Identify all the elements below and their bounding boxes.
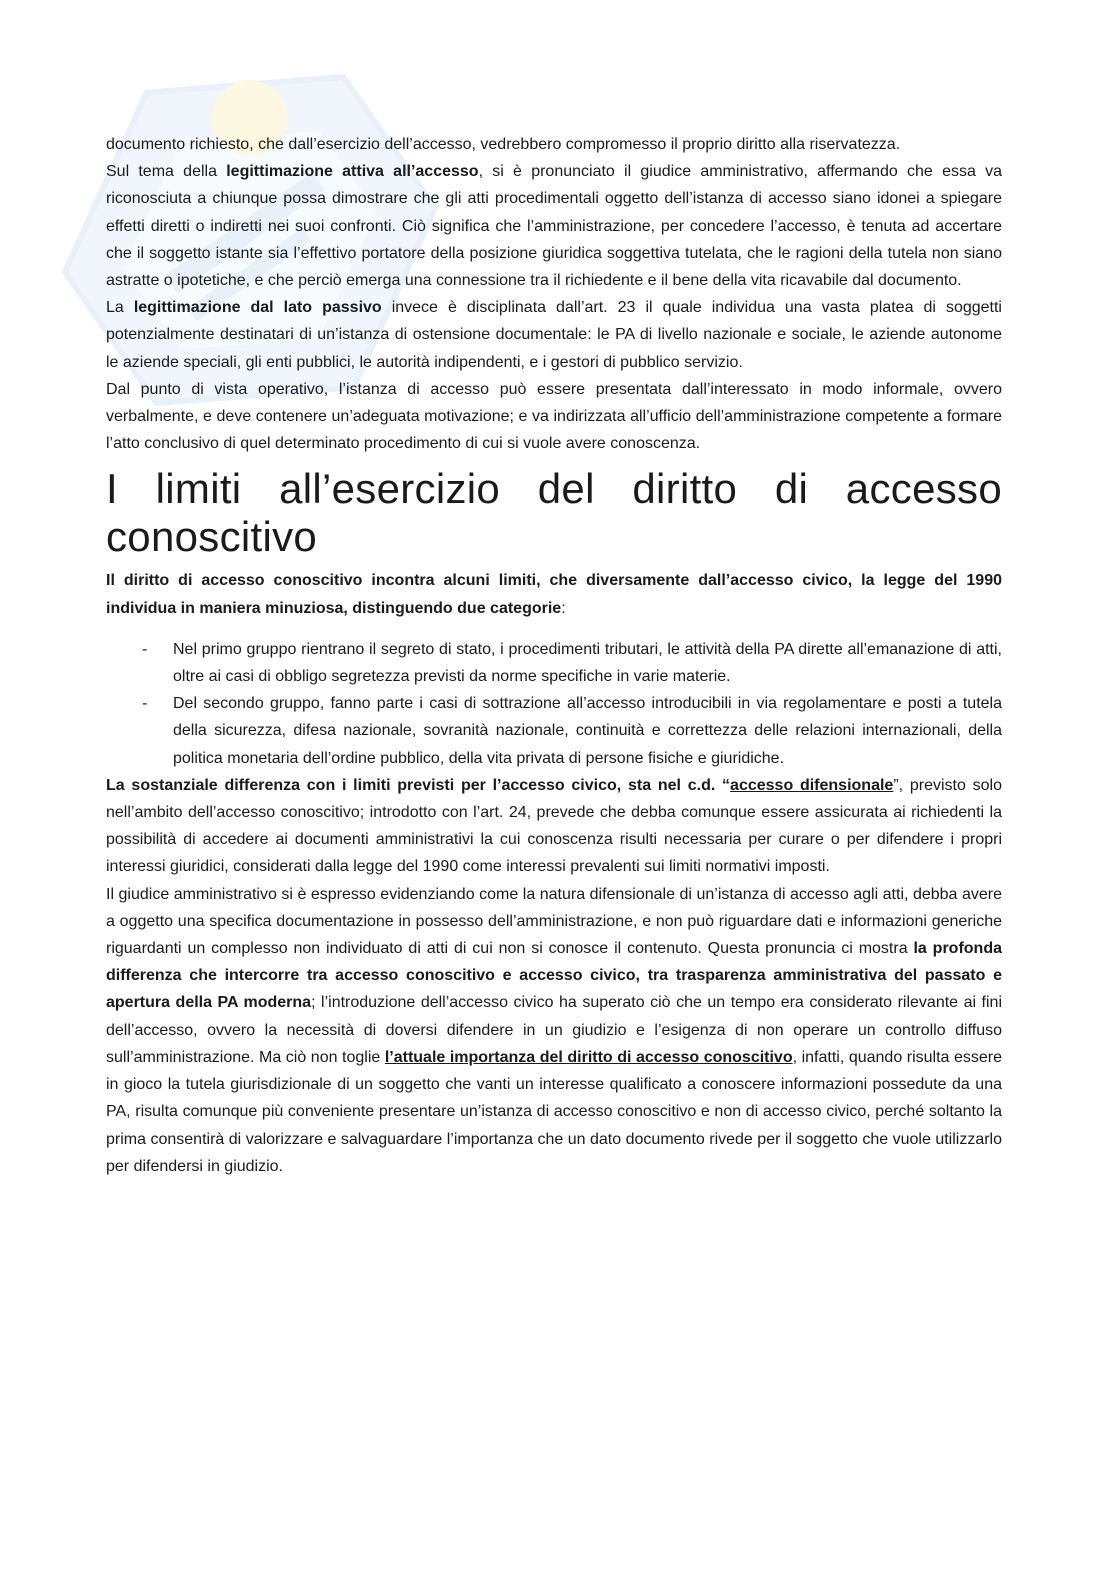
text-run: ; l’introduzione dell’accesso civico ha superato ciò che un tempo era considerato rilevante ai fini dell’accesso, ovvero la necessità di doversi difendere in un giudizio e l’esigenza di non operare un controllo diffuso sull’amministrazione. Ma ciò non toglie <box>106 994 1002 1066</box>
list-dash: - <box>142 695 148 713</box>
paragraph-1: documento richiesto, che dall’esercizio dell’accesso, vedrebbero compromesso il proprio diritto alla riservatezza. <box>106 136 901 153</box>
document-body <box>106 131 1002 1180</box>
text-run: ”, previsto solo nell’ambito dell’accesso conoscitivo; introdotto con l’art. 24, prevede che debba comunque essere assicurata ai richiedenti la possibilità di accedere ai documenti amministrativi la cui conoscenza risulti necessaria per curare o per difendere i propri interessi giuridici, considerati dalla legge del 1990 come interessi prevalenti sui limiti normativi imposti. <box>106 776 1002 876</box>
text-run: La <box>106 299 134 317</box>
paragraph-giudice-amministrativo <box>106 881 1002 1180</box>
underlined-term: accesso difensionale <box>730 776 894 794</box>
text-run: , infatti, quando risulta essere in gioco la tutela giurisdizionale di un soggetto che vanti un interesse qualificato a conoscere informazioni possedute da una PA, risulta comunque più conveniente presentare un’istanza di accesso conoscitivo e non di accesso civico, perché soltanto la prima consentirà di valorizzare e salvaguardare l’importanza che un dato documento rivede per il soggetto che vuole utilizzarlo per difendersi in giudizio. <box>106 1048 1003 1175</box>
list-item-text: Del secondo gruppo, fanno parte i casi di sottrazione all’accesso introducibili in via regolamentare e posti a tutela della sicurezza, difesa nazionale, sovranità nazionale, continuità e correttezza delle relazioni internazionali, della politica monetaria dell’ordine pubblico, della vita privata di persone fisiche e giuridiche. <box>173 695 1002 767</box>
list-item <box>106 636 1002 690</box>
list-item-text: Nel primo gruppo rientrano il segreto di stato, i procedimenti tributari, le attività della PA dirette all’emanazione di atti, oltre ai casi di obbligo segretezza previsti da norme specifiche in varie materie. <box>173 640 1002 686</box>
paragraph-accesso-difensionale <box>106 772 1002 881</box>
bold-text: La sostanziale differenza con i limiti previsti per l’accesso civico, sta nel c.d. “ <box>106 776 731 794</box>
list-item <box>106 690 1002 772</box>
bold-term: legittimazione dal lato passivo <box>133 299 382 317</box>
limits-list <box>106 636 1002 772</box>
paragraph-legittimazione-passiva <box>106 294 1002 376</box>
list-dash: - <box>142 640 148 658</box>
text-run: Sul tema della <box>106 163 227 181</box>
text-run: invece è disciplinata dall’art. 23 il quale individua una vasta platea di soggetti potenzialmente destinatari di un’istanza di ostensione documentale: le PA di livello nazionale e sociale, le aziende autonome le aziende speciali, gli enti pubblici, le autorità indipendenti, e i gestori di pubblico servizio. <box>106 299 1002 371</box>
paragraph-legittimazione-attiva <box>106 158 1002 294</box>
text-run: , si è pronunciato il giudice amministrativo, affermando che essa va riconosciuta a chiunque possa dimostrare che gli atti procedimentali oggetto dell’istanza di accesso siano idonei a spiegare effetti diretti o indiretti nei suoi confronti. Ciò significa che l’amministrazione, per concedere l’accesso, è tenuta ad accertare che il soggetto istante sia l’effettivo portatore della posizione giuridica soggettiva tutelata, che le ragioni della tutela non siano astratte o ipotetiche, e che perciò emerga una connessione tra il richiedente e il bene della vita ricavabile dal documento. <box>106 163 1003 290</box>
section-heading: I limiti all’esercizio del diritto di accesso conoscitivo <box>106 465 1002 561</box>
text-run: Il giudice amministrativo si è espresso evidenziando come la natura difensionale di un’istanza di accesso agli atti, debba avere a oggetto una specifica documentazione in possesso dell’amministrazione, e non può riguardare dati e informazioni generiche riguardanti un complesso non individuato di atti di cui non si conosce il contenuto. Questa pronuncia ci mostra <box>106 885 1002 958</box>
bold-text: Il diritto di accesso conoscitivo incontra alcuni limiti, che diversamente dall’accesso civico, la legge del 1990 individua in maniera minuziosa, distinguendo due categorie <box>106 572 1002 617</box>
bold-text: la profonda differenza che intercorre tra accesso conoscitivo e accesso civico, tra trasparenza amministrativa del passato e apertura della PA moderna <box>106 940 1003 1012</box>
text-run: : <box>561 599 566 617</box>
underlined-term: l’attuale importanza del diritto di accesso conoscitivo <box>384 1048 793 1066</box>
bold-term: legittimazione attiva all’accesso <box>226 163 479 181</box>
paragraph-limiti-intro <box>106 567 1002 621</box>
paragraph-operativo: Dal punto di vista operativo, l’istanza di accesso può essere presentata dall’interessato in modo informale, ovvero verbalmente, e deve contenere un’adeguata motivazione; e va indirizzata all’ufficio dell’amministrazione competente a formare l’atto conclusivo di quel determinato procedimento di cui si vuole avere conoscenza. <box>106 380 1002 453</box>
